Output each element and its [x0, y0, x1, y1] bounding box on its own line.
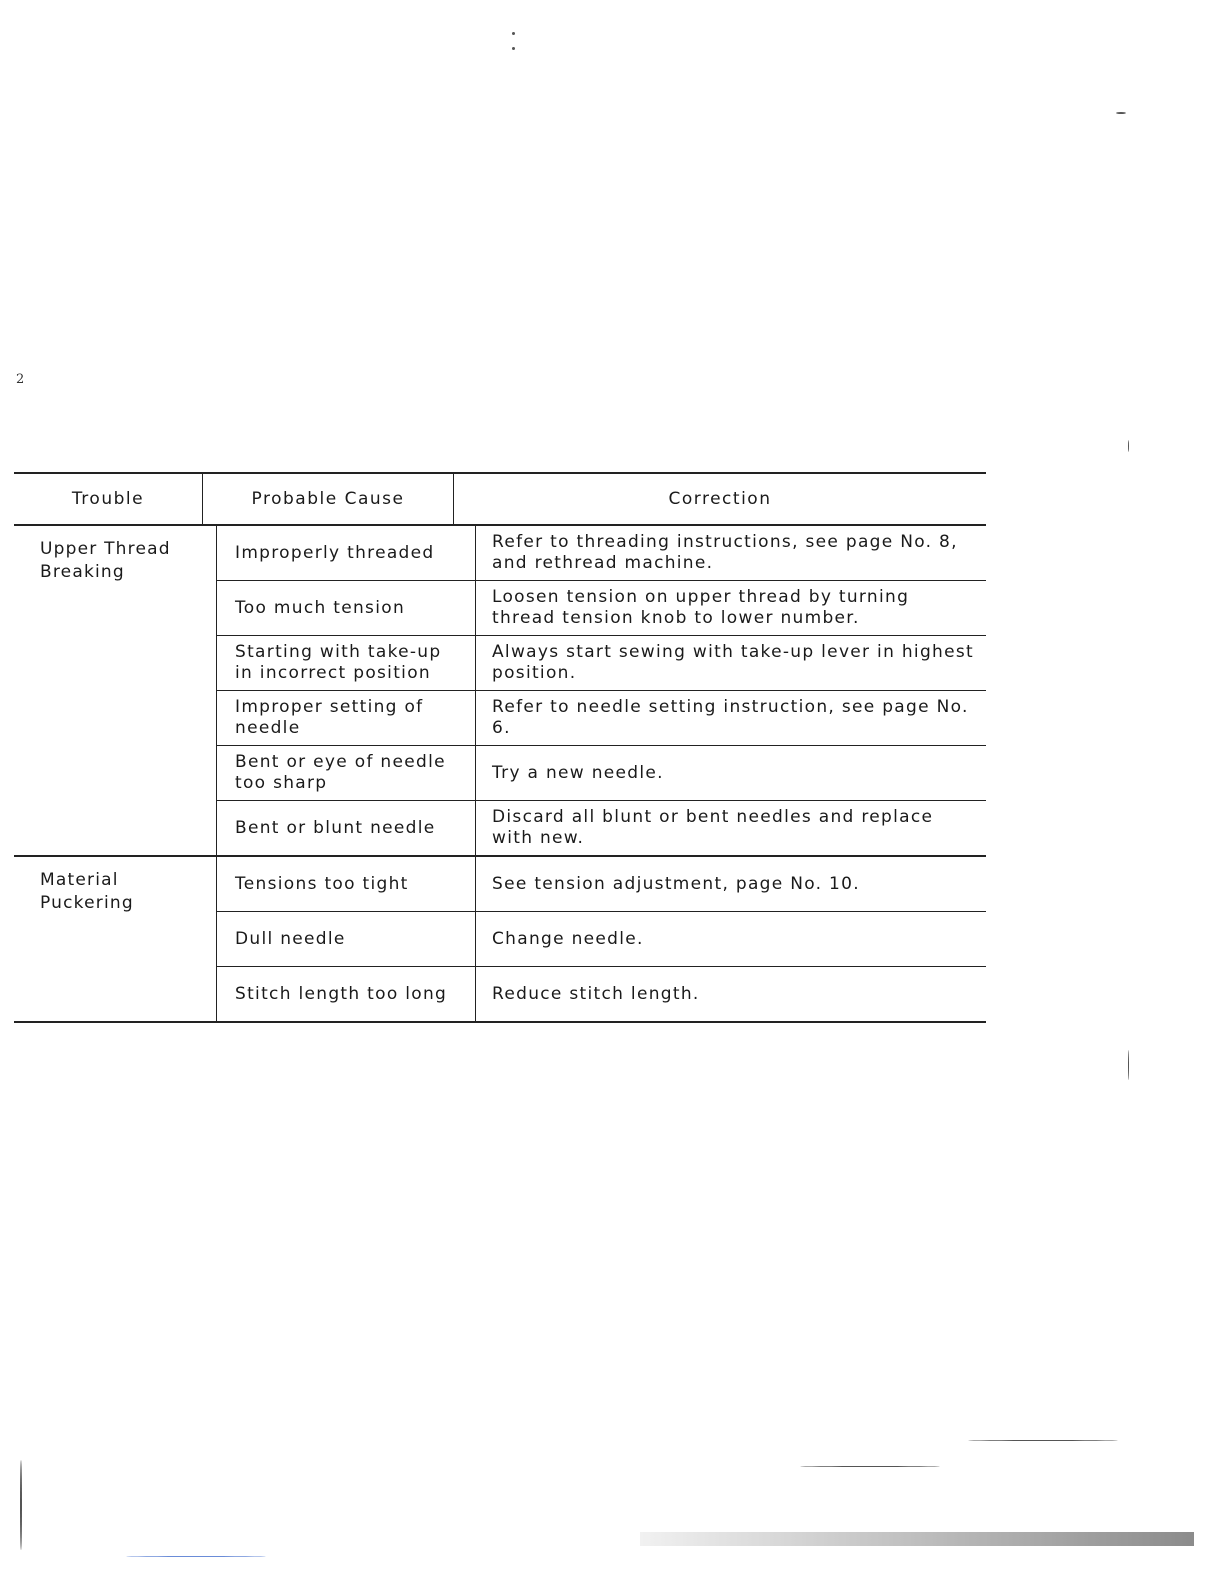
scan-speck — [512, 47, 515, 50]
cause-cell: Dull needle — [235, 928, 346, 949]
header-probable-cause: Probable Cause — [202, 474, 453, 524]
table-header-row — [14, 472, 986, 526]
cause-cell: Too much tension — [235, 597, 406, 618]
correction-cell: Try a new needle. — [475, 746, 986, 800]
table-row — [217, 801, 986, 855]
table-row — [217, 581, 986, 636]
correction-cell: Change needle. — [475, 912, 986, 966]
table-row — [217, 746, 986, 801]
table-row — [217, 636, 986, 691]
cause-rows — [216, 857, 986, 1021]
correction-cell: Always start sewing with take-up lever in highest position. — [475, 636, 986, 690]
correction-cell: Discard all blunt or bent needles and replace with new. — [475, 801, 986, 855]
scan-speck — [968, 1440, 1118, 1441]
scan-speck — [126, 1556, 266, 1557]
table-row — [217, 691, 986, 746]
cause-cell: Stitch length too long — [235, 983, 448, 1004]
cause-cell: Improperly threaded — [235, 542, 435, 563]
scan-speck — [1116, 112, 1126, 114]
trouble-group-upper-thread-breaking — [14, 526, 986, 857]
page-number: 2 — [16, 372, 25, 387]
table-row — [217, 912, 986, 967]
scan-speck — [20, 1460, 22, 1550]
table-row — [217, 857, 986, 912]
trouble-label: Upper Thread Breaking — [40, 539, 171, 582]
cause-cell: Bent or eye of needle too sharp — [235, 752, 446, 793]
trouble-group-material-puckering — [14, 857, 986, 1023]
scan-speck — [512, 32, 515, 35]
header-trouble: Trouble — [71, 489, 145, 509]
correction-cell: Loosen tension on upper thread by turning thread tension knob to lower number. — [475, 581, 986, 635]
scan-speck — [1128, 440, 1129, 452]
scan-edge-bar — [640, 1532, 1194, 1546]
cause-cell: Improper setting of needle — [235, 697, 424, 738]
trouble-label: Material Puckering — [40, 870, 134, 913]
scan-speck — [800, 1466, 940, 1467]
cause-cell: Tensions too tight — [235, 873, 409, 894]
header-correction: Correction — [453, 474, 986, 524]
cause-cell: Starting with take-up in incorrect position — [235, 642, 442, 683]
table-row — [217, 967, 986, 1021]
correction-cell: Refer to needle setting instruction, see page No. 6. — [475, 691, 986, 745]
correction-cell: See tension adjustment, page No. 10. — [475, 857, 986, 911]
correction-cell: Reduce stitch length. — [475, 967, 986, 1021]
cause-cell: Bent or blunt needle — [235, 817, 436, 838]
table-row — [217, 526, 986, 581]
scan-speck — [1128, 1050, 1129, 1080]
cause-rows — [216, 526, 986, 855]
correction-cell: Refer to threading instructions, see page No. 8, and rethread machine. — [475, 526, 986, 580]
troubleshooting-table — [14, 472, 986, 1023]
